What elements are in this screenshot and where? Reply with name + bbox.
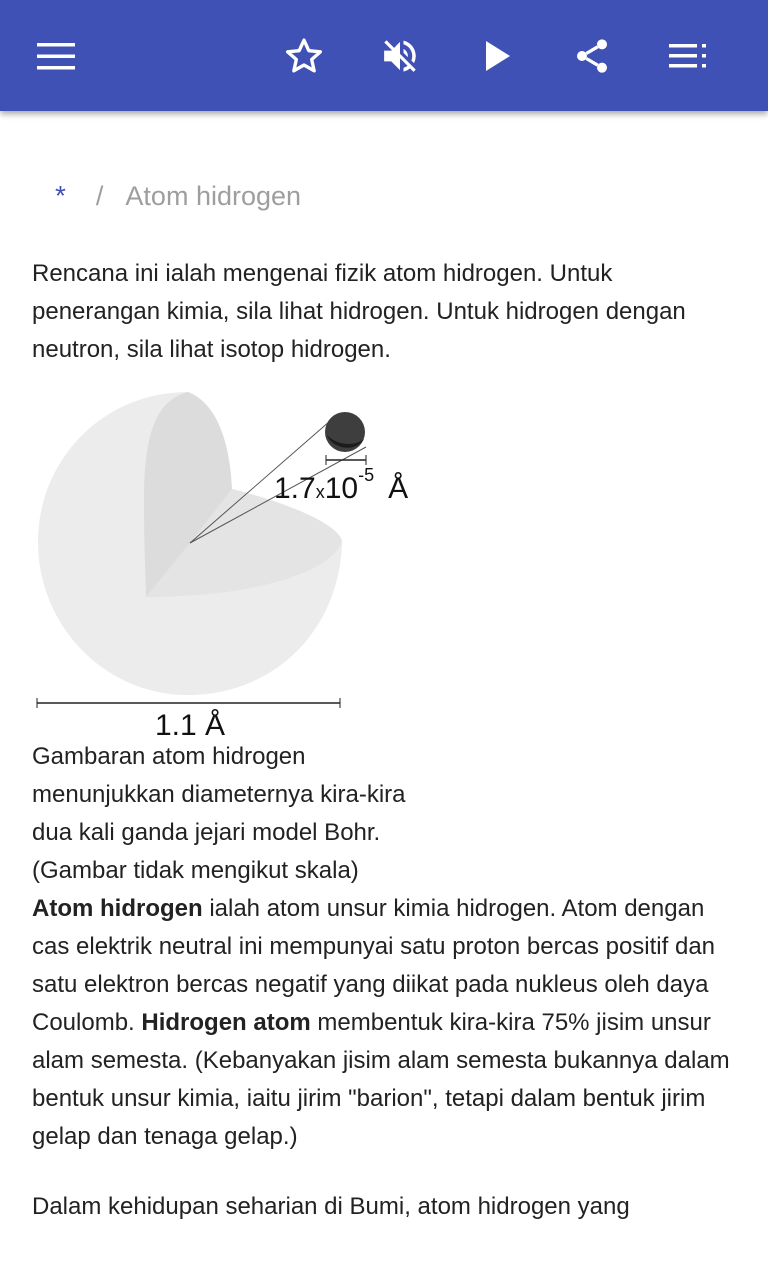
caption-line: menunjukkan diameternya kira-kira (32, 781, 406, 808)
play-button[interactable] (468, 26, 528, 86)
bold-term-hidrogen-atom: Hidrogen atom (141, 1009, 311, 1036)
lead-paragraph (32, 890, 742, 1156)
breadcrumb-home-link[interactable]: * (55, 180, 66, 211)
hydrogen-atom-illustration (32, 383, 432, 738)
hamburger-menu-icon (37, 42, 75, 70)
breadcrumb-separator: / (95, 180, 104, 211)
bold-term-atom-hidrogen: Atom hidrogen (32, 895, 203, 922)
caption-line: (Gambar tidak mengikut skala) (32, 857, 359, 884)
breadcrumb (55, 180, 301, 212)
caption-line: dua kali ganda jejari model Bohr. (32, 819, 381, 846)
favorite-button[interactable] (274, 26, 334, 86)
contents-list-button[interactable] (658, 26, 718, 86)
nucleus-size-label: $1.7x10^{-5}$ Å (274, 465, 409, 505)
playlist-icon (669, 43, 707, 69)
atom-figure[interactable] (32, 383, 432, 738)
play-icon (483, 39, 513, 73)
share-icon (572, 35, 612, 77)
mute-button[interactable] (370, 26, 430, 86)
second-paragraph: Dalam kehidupan seharian di Bumi, atom hidrogen yang (32, 1193, 630, 1220)
app-toolbar (0, 0, 768, 111)
intro-hatnote: Rencana ini ialah mengenai fizik atom hidrogen. Untuk penerangan kimia, sila lihat hidrogen. Untuk hidrogen dengan neutron, sila lihat isotop hidrogen. (32, 260, 686, 363)
star-outline-icon (283, 36, 325, 76)
figure-caption (32, 738, 742, 890)
share-button[interactable] (562, 26, 622, 86)
lead-text-2: membentuk kira-kira 75% jisim unsur alam semesta. (Kebanyakan jisim alam semesta bukannya dalam bentuk unsur kimia, iaitu jirim "barion", tetapi dalam bentuk jirim gelap dan tenaga gelap.) (32, 1009, 730, 1150)
caption-line: Gambaran atom hidrogen (32, 743, 306, 770)
article-content (32, 255, 742, 1226)
volume-off-icon (379, 35, 421, 77)
menu-button[interactable] (26, 26, 86, 86)
diameter-label: 1.1 Å (154, 709, 226, 738)
lead-text-1: ialah atom unsur kimia hidrogen. Atom dengan cas elektrik neutral ini mempunyai satu proton bercas positif dan satu elektron bercas negatif yang diikat pada nukleus oleh daya Coulomb. (32, 895, 716, 1036)
breadcrumb-current: Atom hidrogen (125, 180, 302, 211)
